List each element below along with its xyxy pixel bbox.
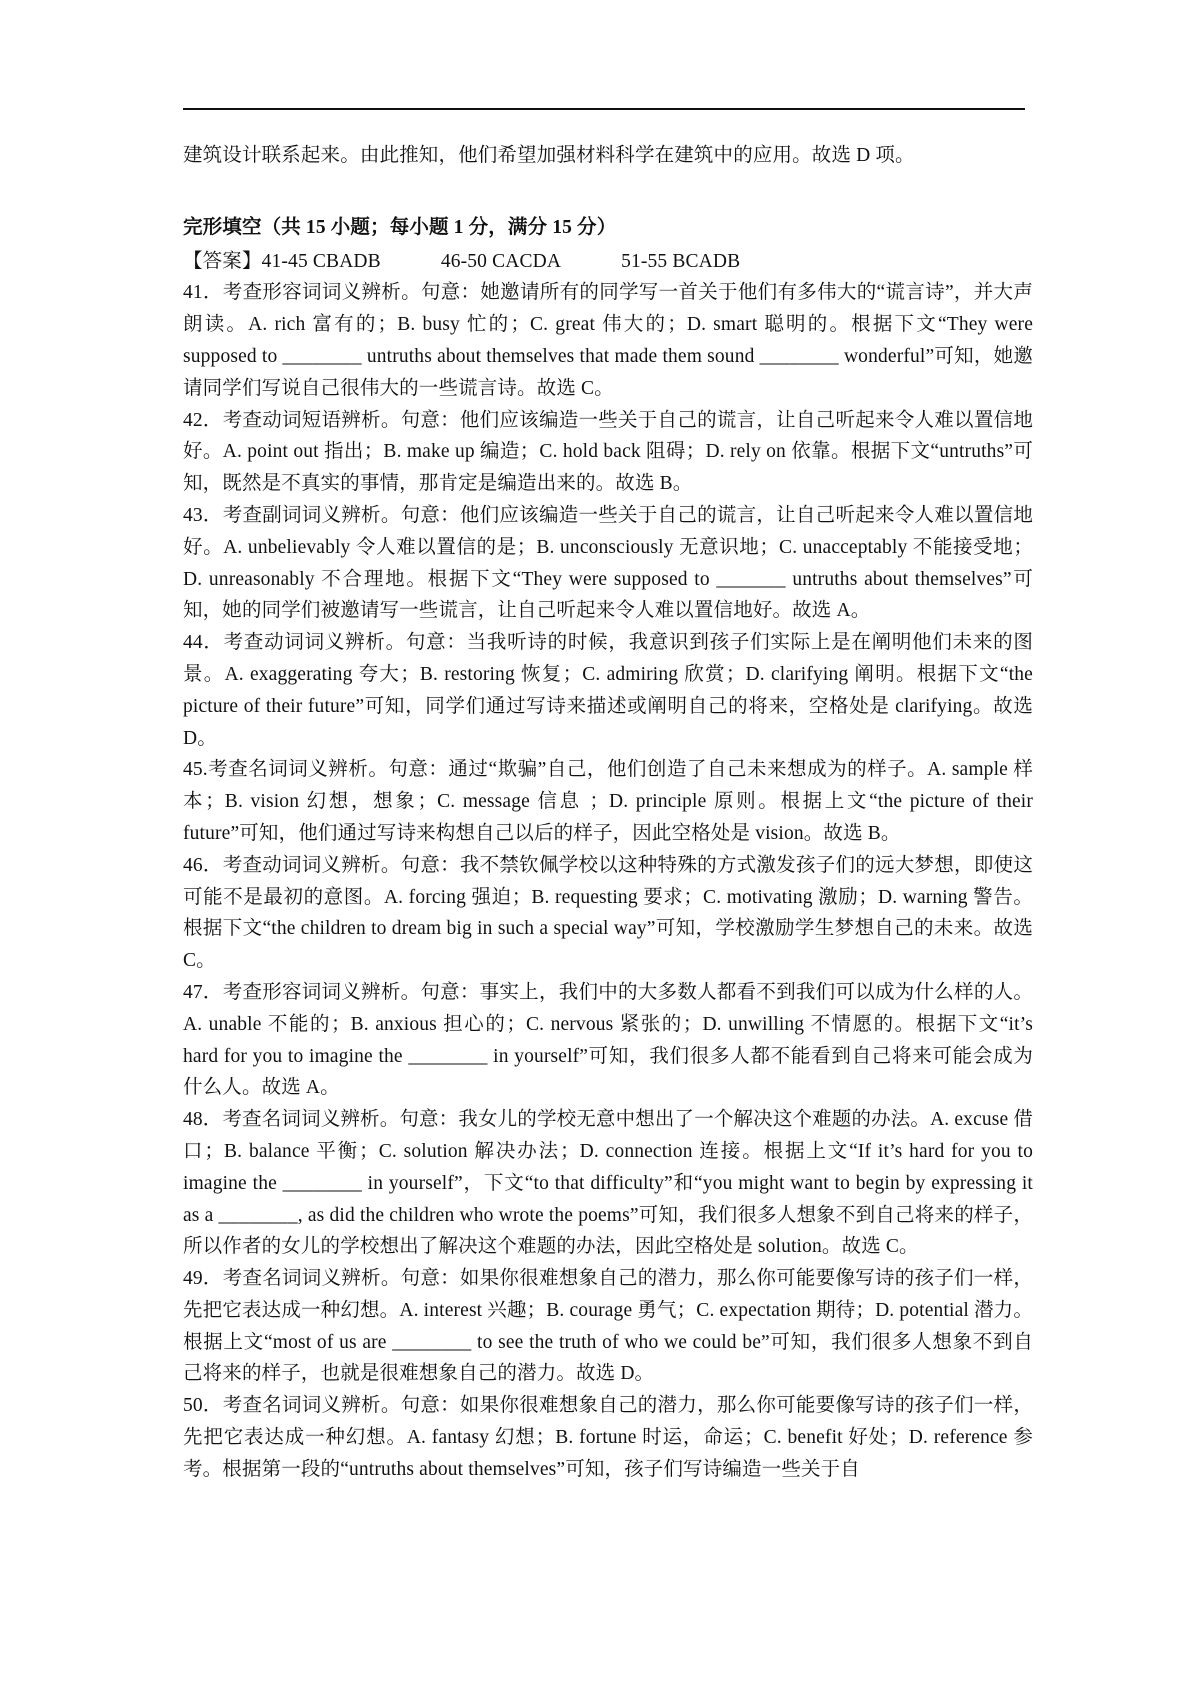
item-42 <box>183 405 1033 500</box>
answer-group-3: 51-55 BCADB <box>621 250 741 272</box>
item-48 <box>183 1104 1033 1263</box>
item-number: 41． <box>183 282 223 304</box>
item-number: 47． <box>183 981 223 1003</box>
continuation-paragraph: 建筑设计联系起来。由此推知，他们希望加强材料科学在建筑中的应用。故选 D 项。 <box>183 145 915 166</box>
item-text: 考查动词短语辨析。句意：他们应该编造一些关于自己的谎言，让自己听起来令人难以置信地好。A. point out 指出；B. make up 编造；C. hold back 阻碍；D. rely on 依靠。根据下文“untruths”可知，既然是不真实的事情，那肯定是编造出来的。故选 B。 <box>183 409 1033 495</box>
answer-label: 【答案】 <box>183 250 262 272</box>
item-41 <box>183 277 1033 404</box>
item-number: 49． <box>183 1268 223 1290</box>
item-number: 50． <box>183 1395 223 1417</box>
item-text: 考查名词词义辨析。句意：通过“欺骗”自己，他们创造了自己未来想成为的样子。A. sample 样本；B. vision 幻想，想象；C. message 信息 ；D. principle 原则。根据上文“the picture of their future”可知，他们通过写诗来构想自己以后的样子，因此空格处是 vision。故选 B。 <box>183 759 1033 844</box>
item-text: 考查动词词义辨析。句意：我不禁钦佩学校以这种特殊的方式激发孩子们的远大梦想，即使这可能不是最初的意图。A. forcing 强迫；B. requesting 要求；C. motivating 激励；D. warning 警告。根据下文“the children to dream big in such a special way”可知，学校激励学生梦想自己的未来。故选 C。 <box>183 854 1033 972</box>
item-number: 43． <box>183 504 223 526</box>
item-45 <box>183 754 1033 849</box>
item-number: 45. <box>183 759 208 781</box>
item-number: 44． <box>183 632 224 654</box>
item-text: 考查形容词词义辨析。句意：她邀请所有的同学写一首关于他们有多伟大的“谎言诗”，并大声朗读。A. rich 富有的；B. busy 忙的；C. great 伟大的；D. smart 聪明的。根据下文“They were supposed to ________ untruths about themselves that made them sound ________ wonderful”可知，她邀请同学们写说自己很伟大的一些谎言诗。故选 C。 <box>183 282 1033 399</box>
answer-group-2: 46-50 CACDA <box>440 250 562 272</box>
item-43 <box>183 500 1033 627</box>
answer-group-1: 41-45 CBADB <box>261 250 381 272</box>
item-49 <box>183 1263 1033 1390</box>
section-title: 完形填空（共 15 小题；每小题 1 分，满分 15 分） <box>183 216 617 238</box>
item-text: 考查名词词义辨析。句意：如果你很难想象自己的潜力，那么你可能要像写诗的孩子们一样，先把它表达成一种幻想。A. fantasy 幻想；B. fortune 时运，命运；C. benefit 好处；D. reference 参考。根据第一段的“untruths about themselves”可知，孩子们写诗编造一些关于自 <box>183 1395 1033 1480</box>
item-number: 46． <box>183 854 223 876</box>
document-body <box>183 140 1033 1486</box>
item-44 <box>183 627 1033 754</box>
item-number: 42． <box>183 409 223 431</box>
item-text: 考查动词词义辨析。句意：当我听诗的时候，我意识到孩子们实际上是在阐明他们未来的图景。A. exaggerating 夸大；B. restoring 恢复；C. admiring 欣赏；D. clarifying 阐明。根据下文“the picture of their future”可知，同学们通过写诗来描述或阐明自己的将来，空格处是 clarifying。故选 D。 <box>183 632 1033 749</box>
answer-key <box>183 246 1033 278</box>
item-text: 考查副词词义辨析。句意：他们应该编造一些关于自己的谎言，让自己听起来令人难以置信地好。A. unbelievably 令人难以置信的是；B. unconsciously 无意识地；C. unacceptably 不能接受地；D. unreasonably 不合理地。根据下文“They were supposed to _______ untruths about themselves”可知，她的同学们被邀请写一些谎言，让自己听起来令人难以置信地好。故选 A。 <box>183 504 1033 622</box>
item-47 <box>183 977 1033 1104</box>
item-50 <box>183 1390 1033 1485</box>
item-46 <box>183 850 1033 977</box>
header-rule <box>183 108 1025 110</box>
item-text: 考查形容词词义辨析。句意：事实上，我们中的大多数人都看不到我们可以成为什么样的人。A. unable 不能的；B. anxious 担心的；C. nervous 紧张的；D. unwilling 不情愿的。根据下文“it’s hard for you to imagine the ________ in yourself”可知，我们很多人都不能看到自己将来可能会成为什么人。故选 A。 <box>183 981 1033 1099</box>
item-number: 48． <box>183 1109 223 1131</box>
item-text: 考查名词词义辨析。句意：我女儿的学校无意中想出了一个解决这个难题的办法。A. excuse 借口；B. balance 平衡；C. solution 解决办法；D. connection 连接。根据上文“If it’s hard for you to imagine the ________ in yourself”，下文“to that difficulty”和“you might want to begin by expressing it as a ________, as did the children who wrote the poems”可知，我们很多人想象不到自己将来的样子，所以作者的女儿的学校想出了解决这个难题的办法，因此空格处是 solution。故选 C。 <box>183 1109 1034 1258</box>
item-text: 考查名词词义辨析。句意：如果你很难想象自己的潜力，那么你可能要像写诗的孩子们一样，先把它表达成一种幻想。A. interest 兴趣；B. courage 勇气；C. expectation 期待；D. potential 潜力。根据上文“most of us are ________ to see the truth of who we could be”可知，我们很多人想象不到自己将来的样子，也就是很难想象自己的潜力。故选 D。 <box>183 1268 1033 1385</box>
